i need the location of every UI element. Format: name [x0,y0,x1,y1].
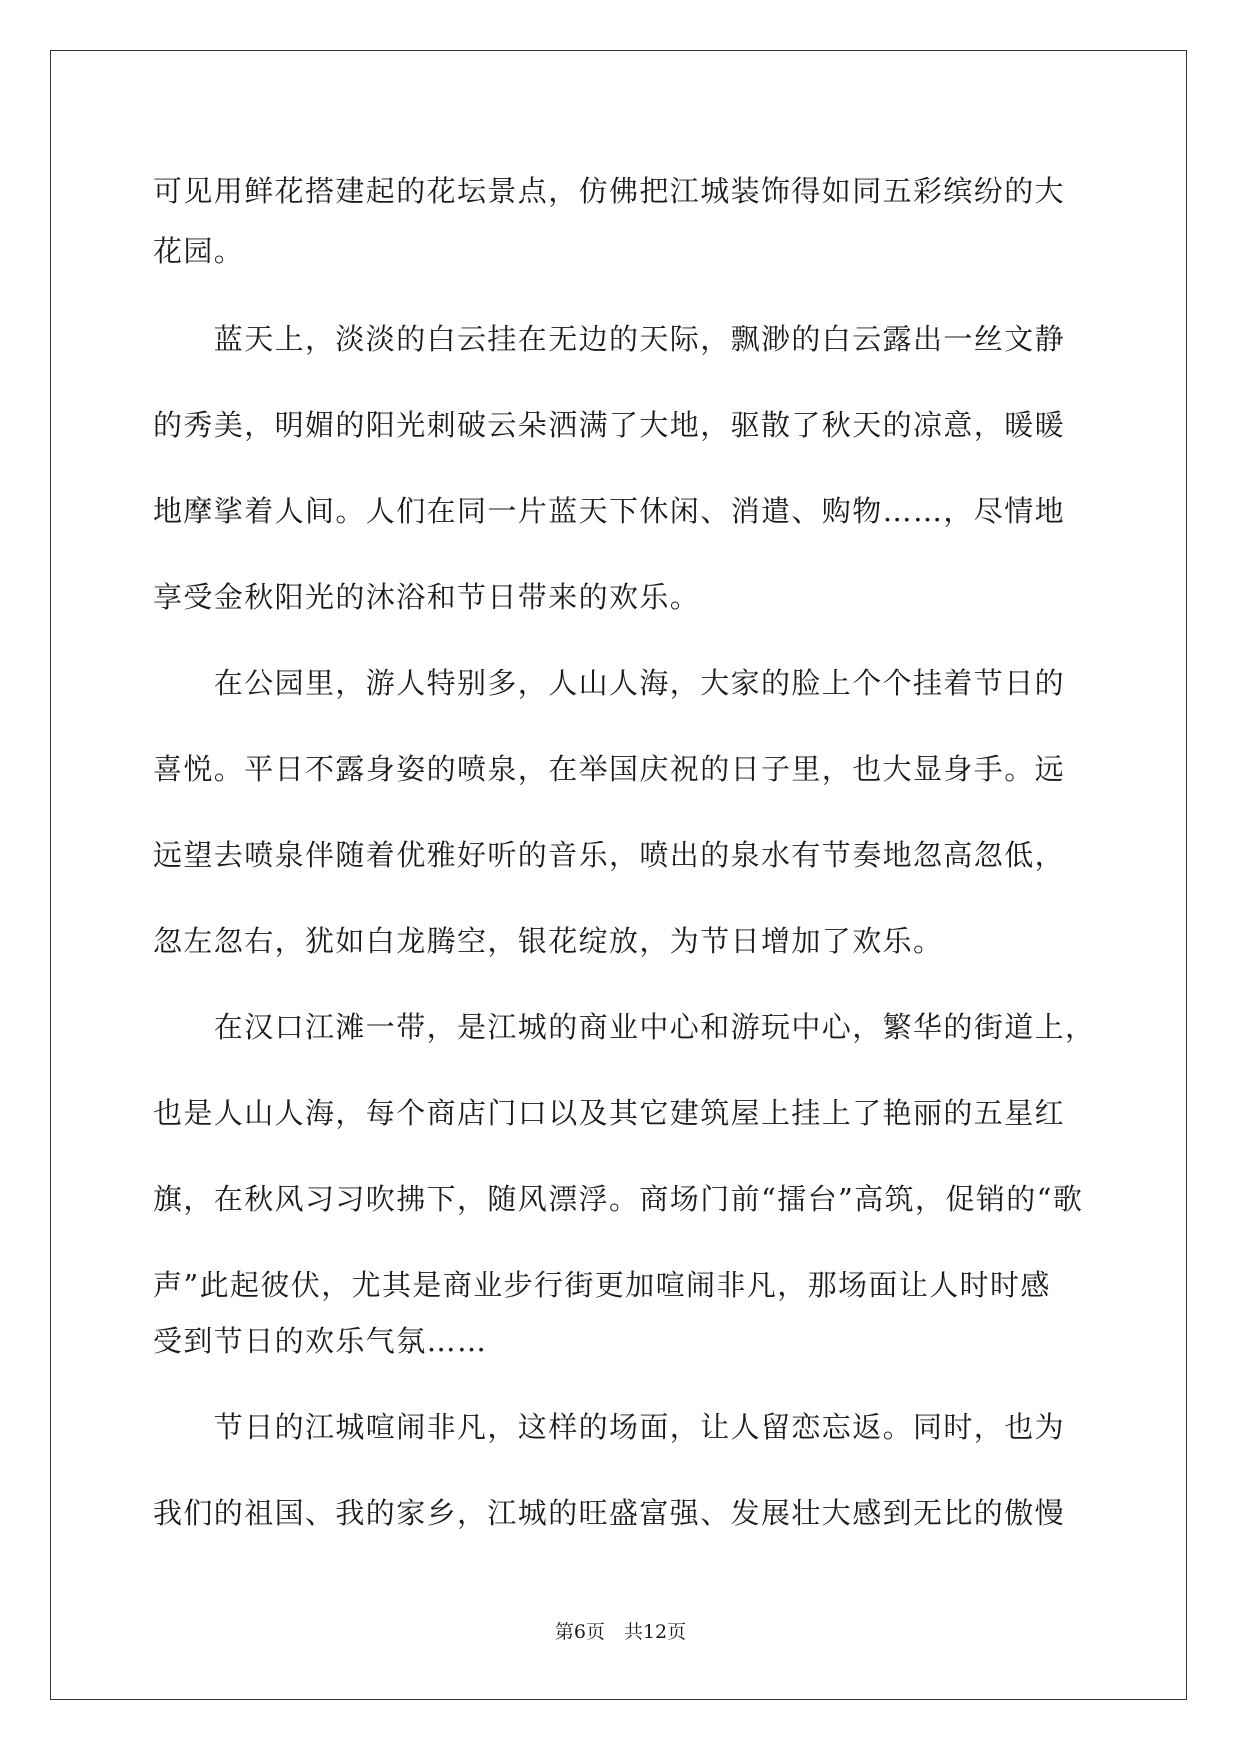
text-line: 享受金秋阳光的沐浴和节日带来的欢乐。 [153,580,701,614]
text-line: 声”此起彼伏，尤其是商业步行街更加喧闹非凡，那场面让人时时感 [153,1268,1051,1302]
text-line: 远望去喷泉伴随着优雅好听的音乐，喷出的泉水有节奏地忽高忽低， [153,838,1066,872]
text-line: 花园。 [153,234,245,268]
text-line: 我们的祖国、我的家乡，江城的旺盛富强、发展壮大感到无比的傲慢 [153,1496,1066,1530]
text-line: 节日的江城喧闹非凡，这样的场面，让人留恋忘返。同时，也为 [153,1410,1066,1444]
text-line: 受到节日的欢乐气氛…… [153,1324,488,1358]
text-line: 喜悦。平日不露身姿的喷泉，在举国庆祝的日子里，也大显身手。远 [153,752,1066,786]
text-line: 旗，在秋风习习吹拂下，随风漂浮。商场门前“擂台”高筑，促销的“歌 [153,1182,1084,1216]
text-line: 的秀美，明媚的阳光刺破云朵洒满了大地，驱散了秋天的凉意，暖暖 [153,408,1066,442]
text-line: 也是人山人海，每个商店门口以及其它建筑屋上挂上了艳丽的五星红 [153,1096,1066,1130]
page-number-footer: 第6页 共12页 [554,1621,687,1643]
text-line: 在公园里，游人特别多，人山人海，大家的脸上个个挂着节日的 [153,666,1066,700]
text-line: 地摩挲着人间。人们在同一片蓝天下休闲、消遣、购物……，尽情地 [153,494,1066,528]
text-line: 可见用鲜花搭建起的花坛景点，仿佛把江城装饰得如同五彩缤纷的大 [153,174,1066,208]
text-line: 忽左忽右，犹如白龙腾空，银花绽放，为节日增加了欢乐。 [153,924,944,958]
text-line: 在汉口江滩一带，是江城的商业中心和游玩中心，繁华的街道上， [153,1010,1096,1044]
page-border [50,50,1187,1700]
text-line: 蓝天上，淡淡的白云挂在无边的天际，飘渺的白云露出一丝文静 [153,322,1066,356]
